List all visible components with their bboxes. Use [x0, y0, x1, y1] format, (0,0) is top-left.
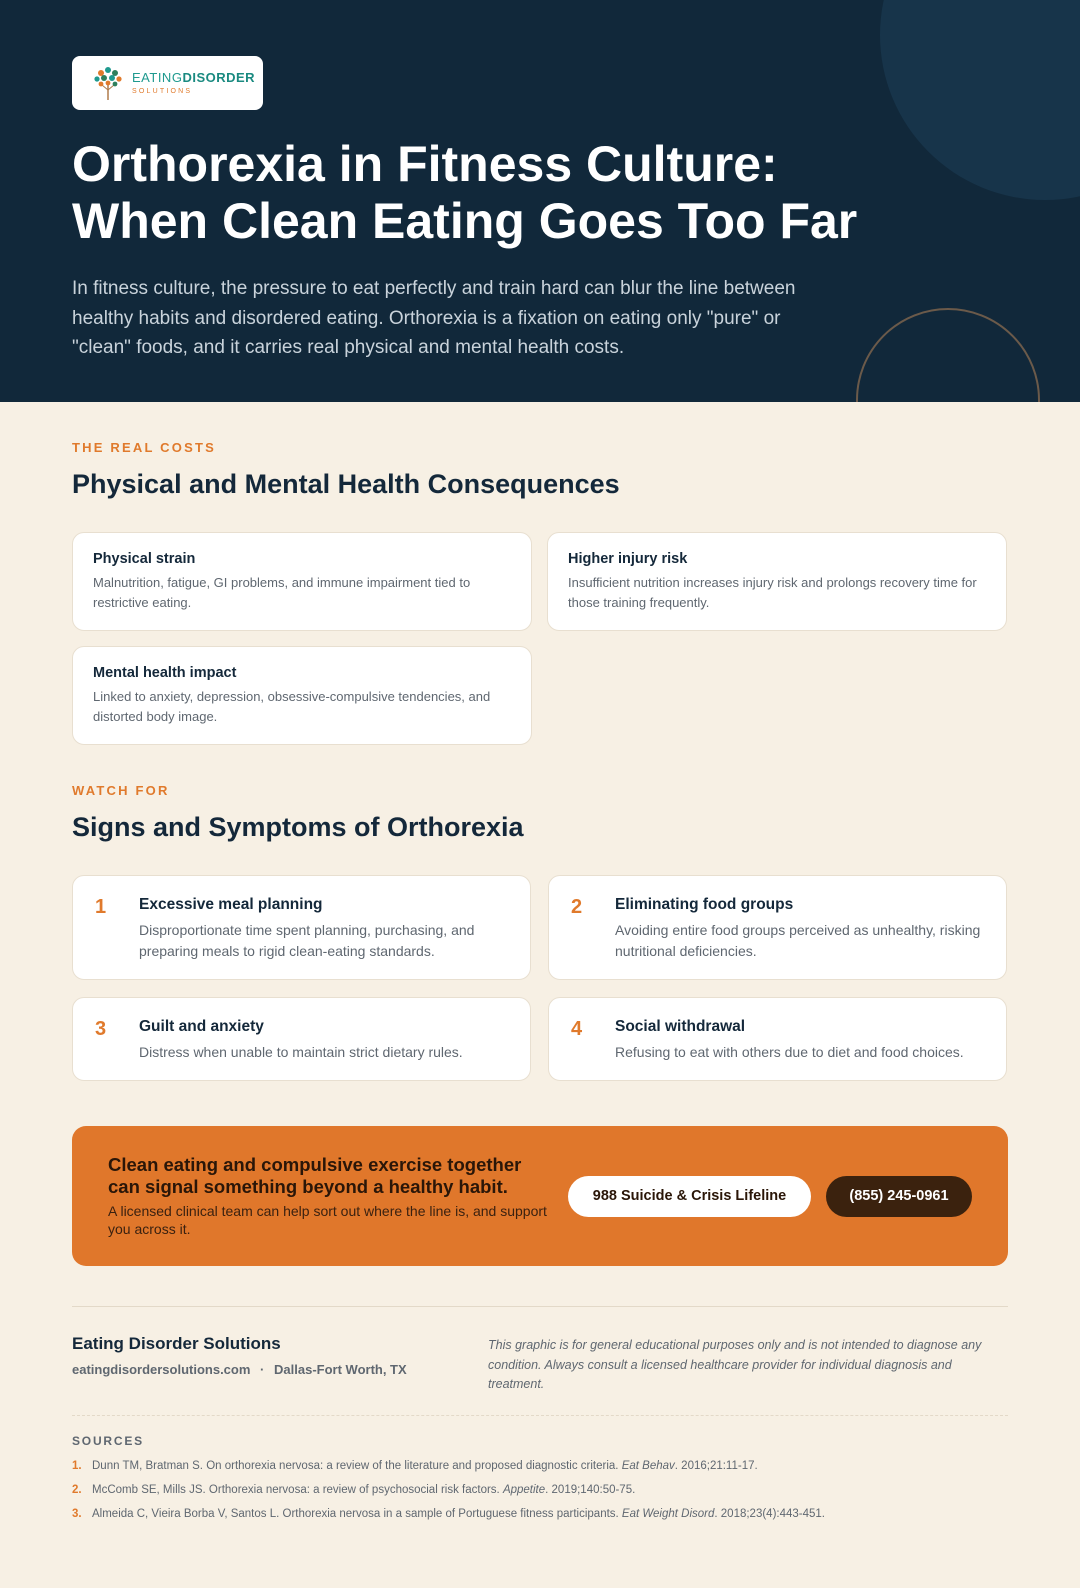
sign-card — [72, 997, 531, 1081]
source-journal: Eat Behav — [621, 1460, 675, 1472]
crisis-lifeline-button[interactable]: 988 Suicide & Crisis Lifeline — [568, 1176, 811, 1217]
sign-text: Avoiding entire food groups perceived as unhealthy, risking nutritional deficiencies. — [615, 922, 981, 959]
source-cite: . 2018;23(4):443-451. — [714, 1508, 825, 1520]
hero-intro: In fitness culture, the pressure to eat perfectly and train hard can blur the line between healthy habits and disordered eating. Orthorexia is a fixation on eating only "pure" or "clean" foods, and it carries real physical and mental health costs. — [72, 278, 796, 358]
source-item — [72, 1482, 1008, 1498]
phone-button[interactable]: (855) 245-0961 — [826, 1176, 972, 1217]
cost-card-title: Mental health impact — [93, 665, 237, 681]
source-text: Dunn TM, Bratman S. On orthorexia nervosa: a review of the literature and proposed diagnostic criteria. — [92, 1460, 622, 1472]
decorative-circle — [880, 0, 1080, 200]
source-number: 2. — [72, 1484, 82, 1496]
signs-title: Signs and Symptoms of Orthorexia — [72, 812, 524, 842]
source-cite: . 2016;21:11-17. — [674, 1460, 758, 1472]
cost-card-title: Physical strain — [93, 551, 196, 567]
cost-card-text: Insufficient nutrition increases injury risk and prolongs recovery time for those training frequently. — [568, 575, 977, 610]
org-name: Eating Disorder Solutions — [72, 1334, 281, 1353]
sign-card — [548, 997, 1007, 1081]
costs-title: Physical and Mental Health Consequences — [72, 469, 620, 499]
decorative-ring — [856, 308, 1040, 402]
tree-logo-icon — [90, 64, 126, 102]
cost-card-injury — [547, 532, 1007, 631]
hero-banner — [0, 0, 1080, 402]
cost-card-title: Higher injury risk — [568, 551, 688, 567]
sign-number: 4 — [571, 1018, 583, 1040]
sign-title: Guilt and anxiety — [139, 1018, 264, 1035]
logo-tagline: SOLUTIONS — [132, 88, 193, 95]
signs-eyebrow: WATCH FOR — [72, 783, 170, 798]
sign-title: Social withdrawal — [615, 1018, 746, 1035]
footer-divider — [72, 1306, 1008, 1307]
cta-subtext: A licensed clinical team can help sort out where the line is, and support you across it. — [108, 1202, 547, 1237]
disclaimer: This graphic is for general educational purposes only and is not intended to diagnose any condition. Always consult a licensed healthcare provider for individual diagnosis and treatment. — [488, 1338, 982, 1391]
source-item — [72, 1506, 1008, 1522]
sign-number: 3 — [95, 1018, 107, 1040]
sign-title: Eliminating food groups — [615, 896, 794, 913]
meta-separator: · — [260, 1362, 265, 1377]
costs-section — [72, 440, 1008, 500]
location-text: Dallas-Fort Worth, TX — [274, 1362, 407, 1377]
sign-text: Disproportionate time spent planning, purchasing, and preparing meals to rigid clean-eating standards. — [139, 922, 475, 959]
source-cite: . 2019;140:50-75. — [545, 1484, 636, 1496]
sign-number: 2 — [571, 896, 583, 918]
sources-section — [72, 1434, 1008, 1530]
logo-brand-light: EATING — [132, 70, 183, 85]
page-title: Orthorexia in Fitness Culture: When Clean Eating Goes Too Far — [72, 136, 858, 249]
source-item — [72, 1458, 1008, 1474]
website-link[interactable]: eatingdisordersolutions.com — [72, 1362, 251, 1377]
source-text: Almeida C, Vieira Borba V, Santos L. Orthorexia nervosa in a sample of Portuguese fitness participants. — [92, 1508, 622, 1520]
sign-number: 1 — [95, 896, 107, 918]
sign-text: Refusing to eat with others due to diet and food choices. — [615, 1044, 964, 1060]
source-text: McComb SE, Mills JS. Orthorexia nervosa: a review of psychosocial risk factors. — [92, 1484, 503, 1496]
cost-card-text: Linked to anxiety, depression, obsessive-compulsive tendencies, and distorted body image. — [93, 689, 491, 724]
sign-text: Distress when unable to maintain strict dietary rules. — [139, 1044, 463, 1060]
source-journal: Eat Weight Disord — [621, 1508, 715, 1520]
signs-section — [72, 783, 1008, 843]
footer-org — [72, 1334, 407, 1377]
sign-card — [548, 875, 1007, 980]
sign-title: Excessive meal planning — [139, 896, 323, 913]
costs-eyebrow: THE REAL COSTS — [72, 440, 216, 455]
source-number: 1. — [72, 1460, 82, 1472]
source-number: 3. — [72, 1508, 82, 1520]
cost-card-text: Malnutrition, fatigue, GI problems, and immune impairment tied to restrictive eating. — [93, 575, 471, 610]
logo-brand-bold: DISORDER — [182, 70, 256, 85]
logo[interactable] — [72, 56, 263, 110]
cost-card-mental — [72, 646, 532, 745]
source-list — [72, 1458, 1008, 1522]
source-journal: Appetite — [502, 1484, 546, 1496]
sources-label: SOURCES — [72, 1434, 144, 1448]
sources-divider — [72, 1415, 1008, 1416]
cost-card-physical — [72, 532, 532, 631]
cta-headline: Clean eating and compulsive exercise together can signal something beyond a healthy habit. — [108, 1153, 522, 1197]
sign-card — [72, 875, 531, 980]
cta-banner — [72, 1126, 1008, 1266]
